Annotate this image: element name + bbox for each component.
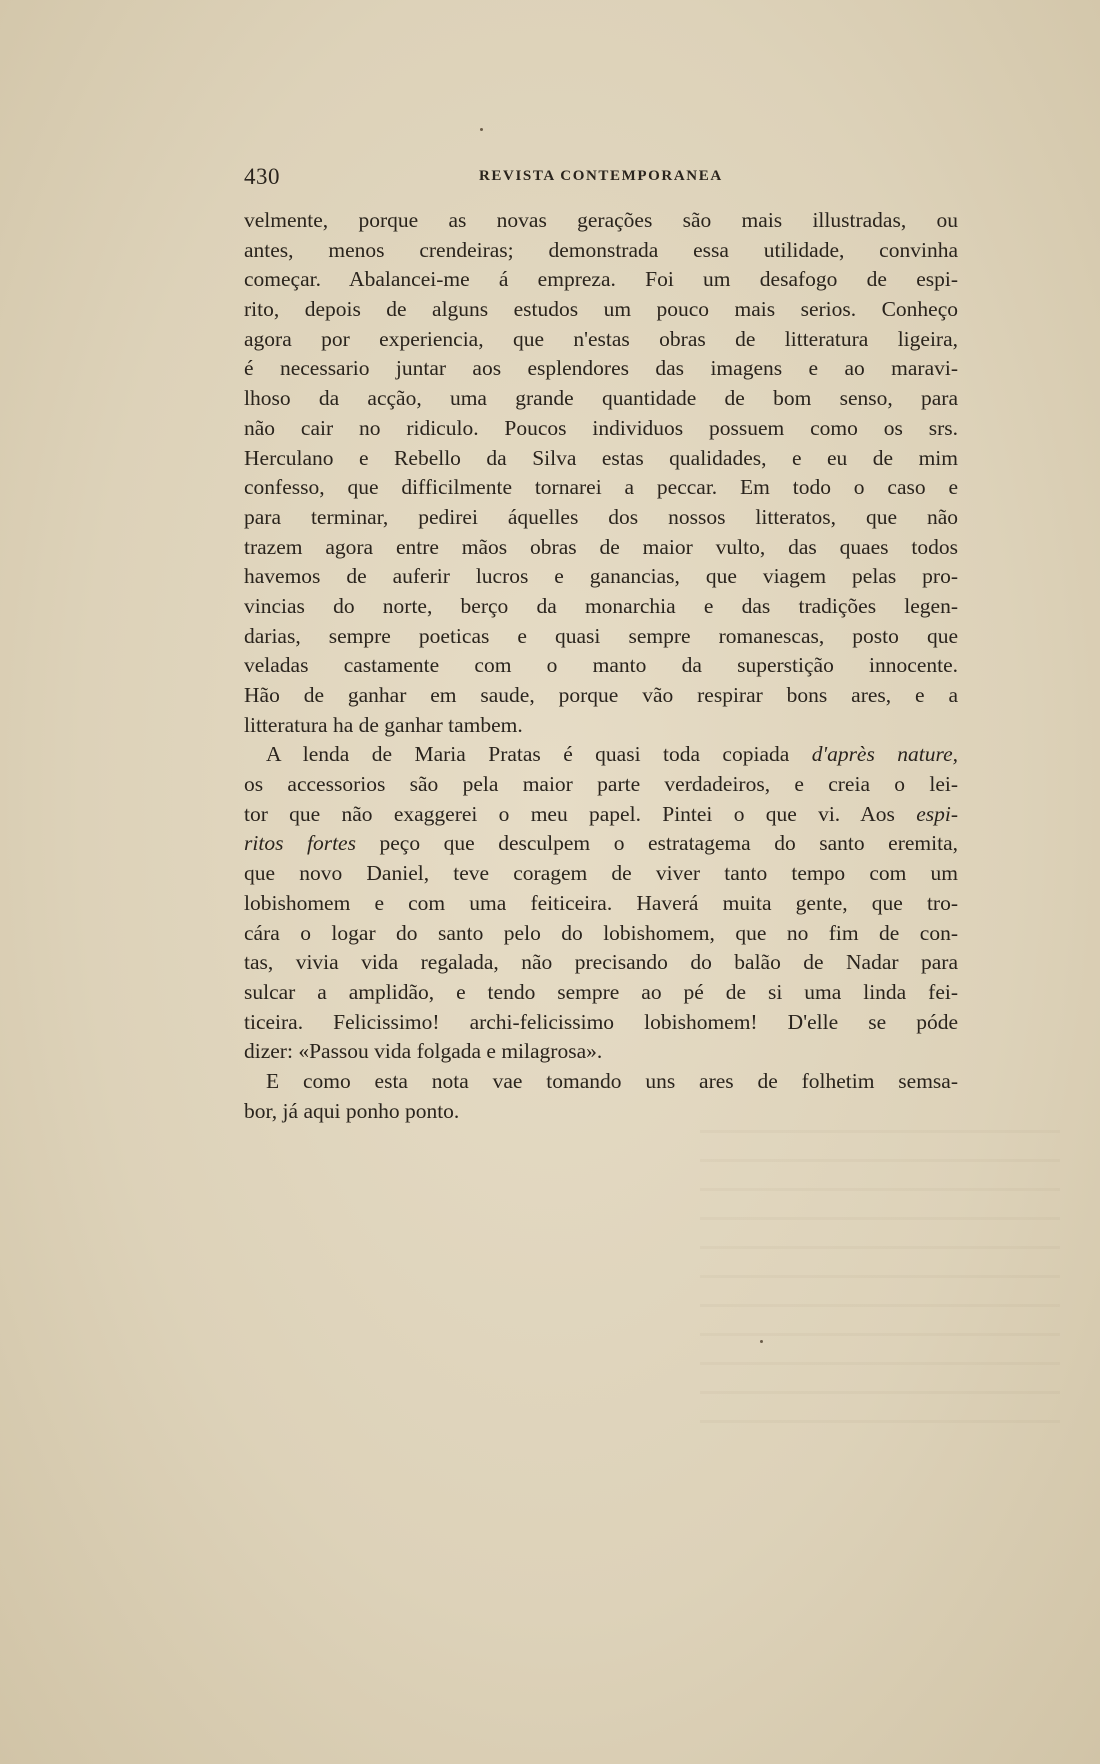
italic-phrase: espi- [916, 801, 958, 826]
text-line: confesso, que difficilmente tornarei a peccar. Em todo o caso e [244, 475, 958, 500]
text-line: vincias do norte, berço da monarchia e das tradições legen- [244, 593, 958, 618]
text-line: veladas castamente com o manto da superstição innocente. [244, 653, 958, 678]
text-line: é necessario juntar aos esplendores das imagens e ao maravi- [244, 356, 958, 381]
text-line: dizer: «Passou vida folgada e milagrosa». [244, 1039, 603, 1064]
text-line: os accessorios são pela maior parte verdadeiros, e creia o lei- [244, 772, 958, 797]
text-line: darias, sempre poeticas e quasi sempre romanescas, posto que [244, 623, 958, 648]
text-line: lobishomem e com uma feiticeira. Haverá muita gente, que tro- [244, 890, 958, 915]
running-head: REVISTA CONTEMPORANEA [479, 168, 723, 184]
text-line: lhoso da acção, uma grande quantidade de bom senso, para [244, 386, 958, 411]
paper-speck [760, 1340, 763, 1343]
text-line [244, 740, 958, 770]
text-line: sulcar a amplidão, e tendo sempre ao pé de si uma linda fei- [244, 979, 958, 1004]
text-line: que novo Daniel, teve coragem de viver tanto tempo com um [244, 861, 958, 886]
text-line: E como esta nota vae tomando uns ares de folhetim semsa- [266, 1068, 958, 1093]
text-line: Herculano e Rebello da Silva estas qualidades, e eu de mim [244, 445, 958, 470]
text-run: A lenda de Maria Pratas é quasi toda copiada [266, 742, 812, 767]
text-run: tor que não exaggerei o meu papel. Pintei o que vi. Aos [244, 801, 917, 826]
text-line: trazem agora entre mãos obras de maior vulto, das quaes todos [244, 534, 958, 559]
text-line: para terminar, pedirei áquelles dos nossos litteratos, que não [244, 504, 958, 529]
text-line: antes, menos crendeiras; demonstrada essa utilidade, convinha [244, 237, 958, 262]
text-line: velmente, porque as novas gerações são mais illustradas, ou [244, 208, 958, 232]
text-line: começar. Abalancei-me á empreza. Foi um desafogo de espi- [244, 267, 958, 292]
text-line: havemos de auferir lucros e ganancias, que viagem pelas pro- [244, 564, 958, 589]
text-run: peço que desculpem o estratagema do santo eremita, [355, 831, 958, 856]
body-text [244, 206, 958, 1126]
paragraph-3 [244, 1067, 958, 1126]
paragraph-1 [244, 206, 958, 740]
italic-phrase: d'après nature, [811, 742, 958, 767]
text-line: litteratura ha de ganhar tambem. [244, 712, 523, 737]
text-line: ticeira. Felicissimo! archi-felicissimo lobishomem! D'elle se póde [244, 1009, 958, 1034]
text-line: tas, vivia vida regalada, não precisando do balão de Nadar para [244, 950, 958, 975]
text-line: rito, depois de alguns estudos um pouco mais serios. Conheço [244, 297, 958, 322]
text-line: cára o logar do santo pelo do lobishomem, que no fim de con- [244, 920, 958, 945]
text-line: bor, já aqui ponho ponto. [244, 1098, 460, 1123]
italic-phrase: ritos fortes [244, 831, 356, 856]
paper-show-through [700, 1130, 1060, 1430]
text-line: não cair no ridiculo. Poucos individuos possuem como os srs. [244, 415, 958, 440]
paper-speck [480, 128, 483, 131]
text-line: agora por experiencia, que n'estas obras de litteratura ligeira, [244, 326, 958, 351]
text-line [244, 829, 958, 859]
page-header [244, 164, 958, 194]
text-line [244, 800, 958, 830]
page-number: 430 [244, 164, 280, 189]
paragraph-2 [244, 740, 958, 1067]
text-line: Hão de ganhar em saude, porque vão respirar bons ares, e a [244, 683, 958, 707]
